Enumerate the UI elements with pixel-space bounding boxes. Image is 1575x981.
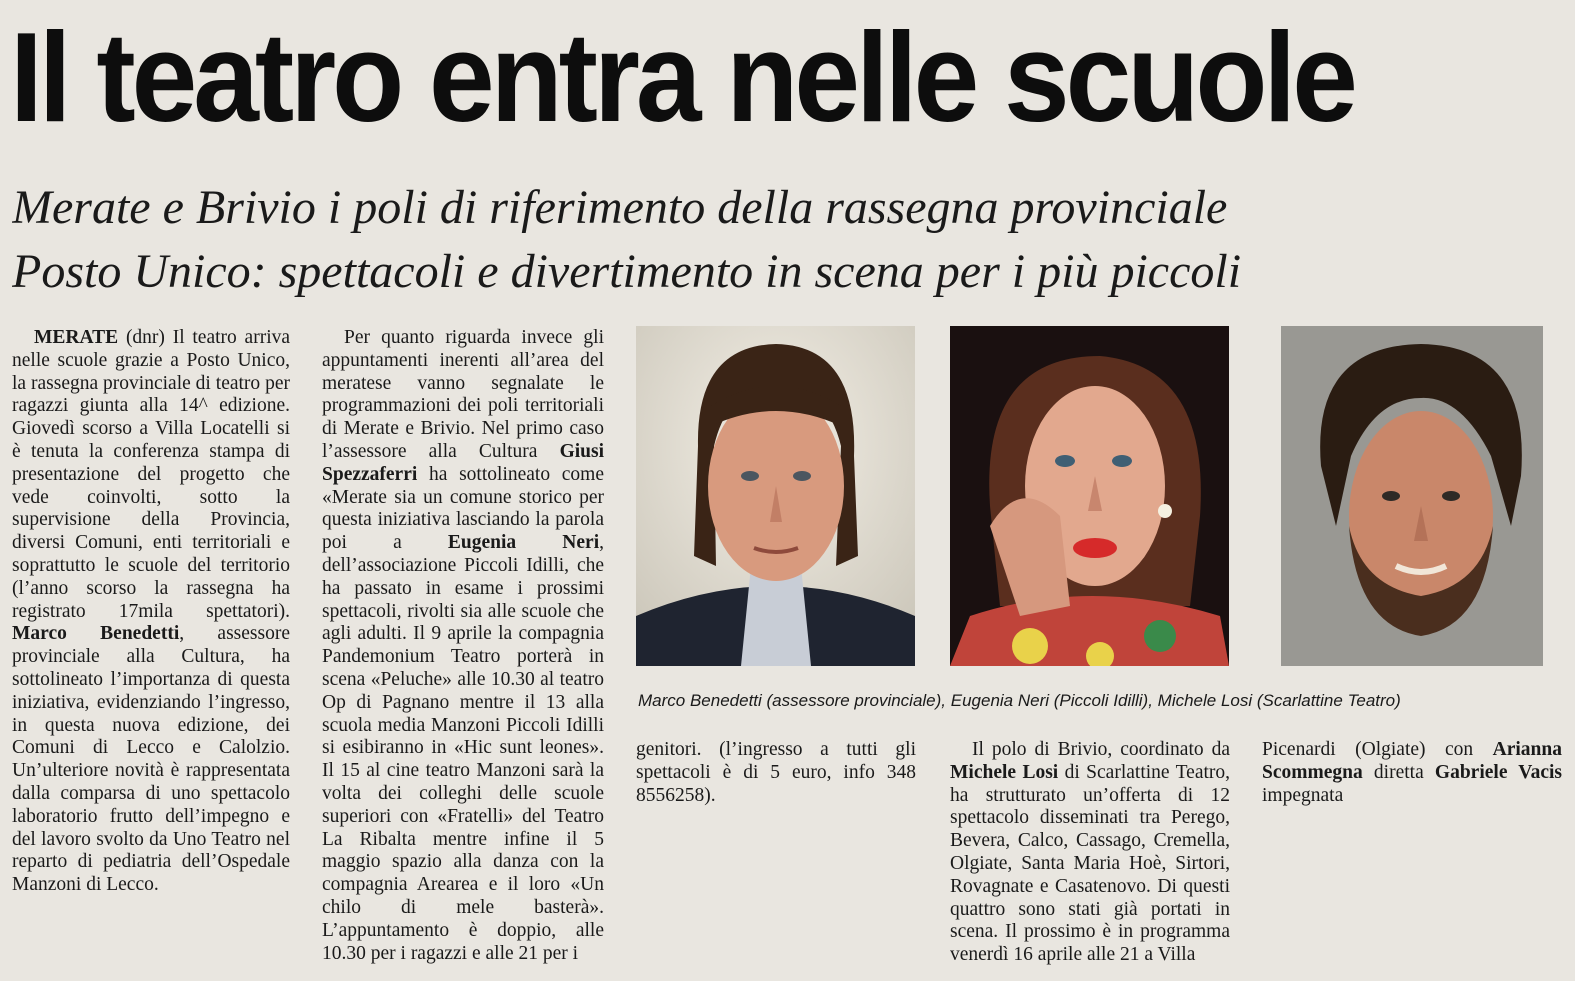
photo-eugenia-neri bbox=[950, 326, 1229, 666]
person-name-vacis: Gabriele Vacis bbox=[1434, 761, 1562, 783]
headline: Il teatro entra nelle scuole bbox=[10, 6, 1354, 149]
person-name-losi: Michele Losi bbox=[950, 761, 1059, 783]
paragraph-1-text-b: , assessore provinciale alla Cultura, ha sottolineato l’importanza di questa iniziativa, evidenziando l’ingresso, in questa nuova edizione, dei Comuni di Lecco e Calolzio. Un’ulteriore novità è rappresentata dalla comparsa di uno spettacolo laboratorio frutto dell’impegno e del lavoro svolto da Uno Teatro nel reparto di pediatria dell’Ospedale Manzoni di Lecco. bbox=[12, 623, 290, 896]
paragraph-3 bbox=[950, 739, 1230, 967]
portrait-woman-icon bbox=[950, 326, 1229, 666]
paragraph-continued bbox=[1262, 739, 1562, 807]
photo-michele-losi bbox=[1281, 326, 1543, 666]
person-name-benedetti: Marco Benedetti bbox=[12, 623, 180, 645]
paragraph-2-text-c: genitori. (l’ingresso a tutti gli spettacoli è di 5 euro, info 348 8556258). bbox=[636, 739, 916, 806]
paragraph-2-text-b: ha sottolineato come «Merate sia un comune storico per questa iniziativa lasciando la parola poi a bbox=[322, 463, 604, 554]
subheadline-line-1: Merate e Brivio i poli di riferimento della rassegna provinciale bbox=[12, 181, 1228, 234]
person-name-scommegna: Arianna Scommegna bbox=[1262, 739, 1562, 783]
paragraph-1 bbox=[12, 327, 290, 897]
paragraph-2 bbox=[322, 327, 604, 965]
paragraph-3-text-a: Il polo di Brivio, coordinato da bbox=[972, 739, 1230, 760]
dateline: MERATE bbox=[34, 327, 119, 348]
paragraph-1-text-a: Il teatro arriva nelle scuole grazie a Posto Unico, la rassegna provinciale di teatro per ragazzi giunta alla 14^ edizione. Giovedì scorso a Villa Locatelli si è tenuta la conferenza stampa di presentazione del progetto che vede coinvolti, sotto la supervisione della Provincia, diversi Comuni, enti territoriali e soprattutto le scuole del territorio (l’anno scorso la rassegna ha registrato 17mila spettatori). bbox=[12, 327, 290, 622]
subheadline-line-2: Posto Unico: spettacoli e divertimento in scena per i più piccoli bbox=[12, 245, 1242, 298]
paragraph-3-text-b: di Scarlattine Teatro, ha strutturato un’offerta di 12 spettacolo disseminati tra Perego, Bevera, Calco, Cassago, Cremella, Olgiate, Santa Maria Hoè, Sirtori, Rovagnate e Casatenovo. Di questi quattro sono stati già portati in scena. Il prossimo è in programma venerdì 16 aprile alle 21 a Villa bbox=[950, 761, 1230, 966]
portrait-man-bearded-icon bbox=[1281, 326, 1543, 666]
portrait-man-icon bbox=[636, 326, 915, 666]
photo-marco-benedetti bbox=[636, 326, 915, 666]
paragraph-continued bbox=[636, 739, 916, 807]
article-column-1 bbox=[12, 327, 290, 977]
article-column-4 bbox=[950, 739, 1230, 979]
photo-caption: Marco Benedetti (assessore provinciale), Eugenia Neri (Piccoli Idilli), Michele Losi (Scarlattine Teatro) bbox=[638, 691, 1401, 710]
paragraph-3-text-d: impegnata bbox=[1262, 784, 1344, 806]
paragraph-3-text-c: diretta bbox=[1373, 761, 1424, 783]
paragraph-3-text-b: Picenardi (Olgiate) con bbox=[1262, 739, 1474, 760]
byline: (dnr) bbox=[125, 327, 165, 348]
article-column-5 bbox=[1262, 739, 1562, 979]
paragraph-2-text-a: Per quanto riguarda invece gli appuntamenti inerenti all’area del meratese vanno segnalate le programmazioni dei poli territoriali di Merate e Brivio. Nel primo caso l’assessore alla Cultura bbox=[322, 327, 604, 462]
person-name-neri: Eugenia Neri bbox=[447, 532, 600, 554]
article-column-3 bbox=[636, 739, 916, 979]
paragraph-2-text-c: , dell’associazione Piccoli Idilli, che ha passato in esame i prossimi spettacoli, rivolti sia alle scuole che agli adulti. Il 9 aprile la compagnia Pandemonium Teatro porterà in scena «Peluche» alle 10.30 al teatro Op di Pagnano mentre il 13 alla scuola media Manzoni Piccoli Idilli si esibiranno in «Hic sunt leones». Il 15 al cine teatro Manzoni sarà la volta dei colleghi delle scuole superiori con «Fratelli» del Teatro La Ribalta mentre infine il 5 maggio spazio alla danza con la compagnia Arearea e il loro «Un chilo di mele basterà». L’appuntamento è doppio, alle 10.30 per i ragazzi e alle 21 per i bbox=[322, 532, 604, 964]
article-column-2 bbox=[322, 327, 604, 977]
person-name-spezzaferri: Giusi Spezzaferri bbox=[322, 440, 604, 485]
